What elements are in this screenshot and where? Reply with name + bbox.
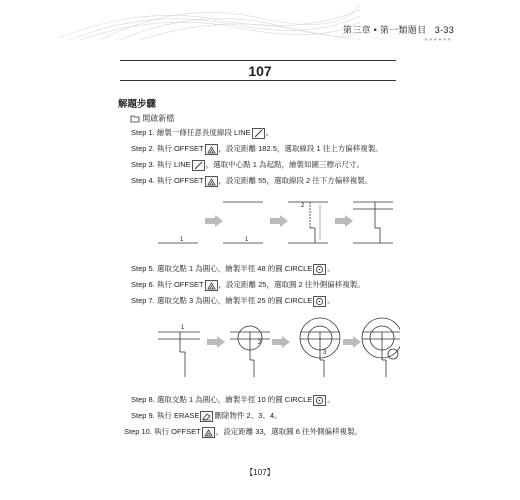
point-label-1: 1 xyxy=(245,237,249,243)
open-new-file-row xyxy=(130,113,174,124)
step-3 xyxy=(131,159,364,171)
point-label-1: 1 xyxy=(181,325,185,331)
step-10 xyxy=(124,426,362,438)
step-text-tail: 。 xyxy=(327,264,335,273)
step-text: 執行 OFFSET xyxy=(154,427,201,436)
arrow-right-icon xyxy=(272,336,290,348)
step-text: 選取交點 1 為圓心，繪製半徑 48 的圓 CIRCLE xyxy=(156,264,313,273)
step-label: Step 2. xyxy=(131,144,155,153)
step-text: 執行 OFFSET xyxy=(156,144,204,153)
step-9 xyxy=(131,410,282,422)
section-heading: 解題步驟 xyxy=(118,99,157,110)
page-title: 107 xyxy=(248,63,272,79)
point-label-1: 1 xyxy=(180,237,184,243)
step-text-tail: 。 xyxy=(327,296,335,305)
point-label-3: 3 xyxy=(323,350,327,356)
header-swirl-decoration xyxy=(60,0,360,40)
step-text: 執行 LINE xyxy=(156,160,191,169)
offset-tool-icon xyxy=(202,427,215,438)
step-label: Step 5. xyxy=(131,264,155,273)
circle-label-2: 2 xyxy=(258,340,262,346)
step-label: Step 6. xyxy=(131,280,155,289)
step-text: 執行 OFFSET xyxy=(156,176,204,185)
arrow-right-icon xyxy=(343,336,361,348)
step-text-tail: ，設定距離 182.5，選取線段 1 往上方偏移複製。 xyxy=(218,144,383,153)
open-new-file-label: 開啟新檔 xyxy=(142,114,175,123)
erase-tool-icon xyxy=(200,411,213,422)
page-header xyxy=(343,23,454,36)
step-text-tail: ，設定距離 25，選取圓 2 往外側偏移複製。 xyxy=(218,280,365,289)
circle-tool-icon xyxy=(313,395,326,406)
step-label: Step 10. xyxy=(124,427,152,436)
step-text-tail: ，選取中心點 1 為起點，繪製如圖三標示尺寸。 xyxy=(205,160,364,169)
line-tool-icon xyxy=(252,128,265,139)
step-label: Step 7. xyxy=(131,296,155,305)
offset-tool-icon xyxy=(205,176,218,187)
step-text-tail: ，設定距離 55，選取線段 2 往下方偏移複製。 xyxy=(218,176,373,185)
arrow-right-icon xyxy=(335,215,353,227)
circle-tool-icon xyxy=(313,264,326,275)
step-6 xyxy=(131,279,365,291)
line-tool-icon xyxy=(192,160,205,171)
step-text-tail: 。 xyxy=(265,128,274,137)
step-4 xyxy=(131,175,372,187)
step-label: Step 1. xyxy=(131,128,155,137)
circle-tool-icon xyxy=(313,296,326,307)
header-page-number: 3-33 xyxy=(434,25,454,35)
step-text: 執行 OFFSET xyxy=(156,280,204,289)
chapter-label: 第三章 • 第一類題目 xyxy=(342,25,427,35)
step-text-tail: 刪除物件 2、3、4。 xyxy=(214,411,282,420)
offset-tool-icon xyxy=(205,144,218,155)
step-label: Step 8. xyxy=(131,395,155,404)
step-7 xyxy=(131,295,335,307)
step-5 xyxy=(131,263,335,275)
line-label-2: 2 xyxy=(301,203,305,209)
offset-tool-icon xyxy=(205,280,218,291)
step-2 xyxy=(131,143,383,155)
title-rule-bottom xyxy=(120,80,396,81)
title-rule-top xyxy=(120,60,396,61)
step-label: Step 4. xyxy=(131,176,155,185)
step-text: 選取交點 1 為圓心，繪製半徑 10 的圓 CIRCLE xyxy=(156,395,313,404)
footer-page-number: 【107】 xyxy=(245,468,275,477)
open-file-icon xyxy=(130,114,140,123)
step-text: 執行 ERASE xyxy=(156,411,200,420)
header-dots-decoration: ●●●●●● xyxy=(424,37,452,43)
arrow-right-icon xyxy=(205,215,223,227)
step-text: 繪製一條任意長度線段 LINE xyxy=(156,128,251,137)
step-text-tail: 。 xyxy=(327,395,335,404)
arrow-right-icon xyxy=(207,336,225,348)
step-label: Step 3. xyxy=(131,160,155,169)
step-1 xyxy=(131,127,273,139)
arrow-right-icon xyxy=(270,215,288,227)
step-8 xyxy=(131,394,335,406)
step-text: 選取交點 3 為圓心，繪製半徑 25 的圓 CIRCLE xyxy=(156,296,313,305)
step-text-tail: ，設定距離 33，選取圓 6 往外側偏移複製。 xyxy=(215,427,362,436)
step-label: Step 9. xyxy=(131,411,155,420)
